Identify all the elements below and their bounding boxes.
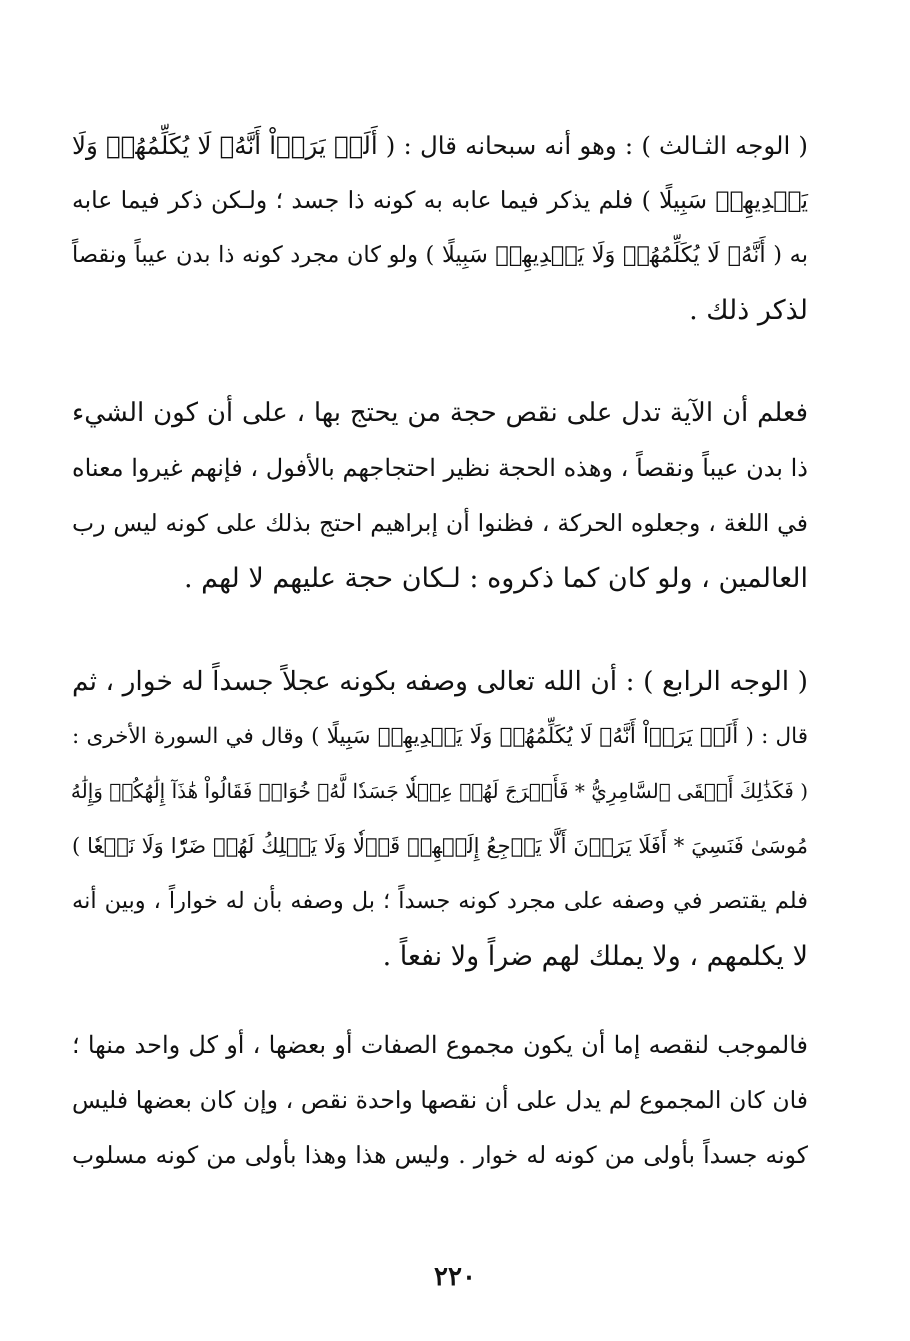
text-line: فعلم أن الآية تدل على نقص حجة من يحتج بها ، على أن كون الشيء: [72, 398, 808, 428]
paragraph-cause-of-deficiency: [72, 1018, 808, 1183]
text-line: في اللغة ، وجعلوه الحركة ، فظنوا أن إبراهيم احتج بذلك على كونه ليس رب: [72, 509, 808, 537]
text-line: ( الوجه الثـالث ) : وهو أنه سبحانه قال : ( أَلَمۡ يَرَوۡاْ أَنَّهُۥ لَا يُكَلِّمُهُمۡ وَلَا: [72, 131, 808, 160]
text-line: العالمين ، ولو كان كما ذكروه : لـكان حجة عليهم لا لهم .: [183, 563, 808, 594]
text-line: لا يكلمهم ، ولا يملك لهم ضراً ولا نفعاً .: [382, 941, 808, 972]
text-line: لذكر ذلك .: [689, 295, 808, 326]
quran-verse-line: ( فَكَذَٰلِكَ أَلۡقَى ٱلسَّامِرِيُّ * فَأَخۡرَجَ لَهُمۡ عِجۡلٗا جَسَدٗا لَّهُۥ خُوَارٞ فَقَالُواْ هَٰذَآ إِلَٰهُكُمۡ وَإِلَٰهُ: [70, 779, 808, 803]
text-line: قال : ( أَلَمۡ يَرَوۡاْ أَنَّهُۥ لَا يُكَلِّمُهُمۡ وَلَا يَهۡدِيهِمۡ سَبِيلًا ) وقال في السورة الأخرى :: [72, 724, 808, 749]
text-line: يَهۡدِيهِمۡ سَبِيلًا ) فلم يذكر فيما عابه به كونه ذا جسد ؛ ولـكن ذكر فيما عابه: [72, 186, 808, 214]
text-line: به ( أَنَّهُۥ لَا يُكَلِّمُهُمۡ وَلَا يَهۡدِيهِمۡ سَبِيلًا ) ولو كان مجرد كونه ذا بدن عيباً ونقصاً: [72, 242, 808, 268]
text-line: ذا بدن عيباً ونقصاً ، وهذه الحجة نظير احتجاجهم بالأفول ، فإنهم غيروا معناه: [72, 454, 808, 482]
paragraph-gap: [72, 338, 808, 386]
text-line: كونه جسداً بأولى من كونه له خوار . وليس هذا وهذا بأولى من كونه مسلوب: [72, 1141, 808, 1169]
quran-verse-line: مُوسَىٰ فَنَسِيَ * أَفَلَا يَرَوۡنَ أَلَّا يَرۡجِعُ إِلَيۡهِمۡ قَوۡلٗا وَلَا يَمۡلِكُ لَهُمۡ ضَرّٗا وَلَا نَفۡعٗا ): [72, 834, 808, 858]
paragraph-third-aspect: [72, 118, 808, 338]
paragraph-fourth-aspect: [72, 654, 808, 984]
page-body: [72, 118, 808, 1183]
text-line: فلم يقتصر في وصفه على مجرد كونه جسداً ؛ بل وصفه بأن له خواراً ، وبين أنه: [72, 888, 808, 914]
paragraph-gap: [72, 984, 808, 1018]
text-line: فان كان المجموع لم يدل على أن نقصها واحدة نقص ، وإن كان بعضها فليس: [72, 1086, 808, 1114]
text-line: فالموجب لنقصه إما أن يكون مجموع الصفات أو بعضها ، أو كل واحد منها ؛: [72, 1031, 808, 1059]
text-line: ( الوجه الرابع ) : أن الله تعالى وصفه بكونه عجلاً جسداً له خوار ، ثم: [72, 666, 808, 697]
page-number: ٢٢٠: [434, 1262, 476, 1292]
paragraph-gap: [72, 606, 808, 654]
paragraph-conclusion: [72, 386, 808, 606]
